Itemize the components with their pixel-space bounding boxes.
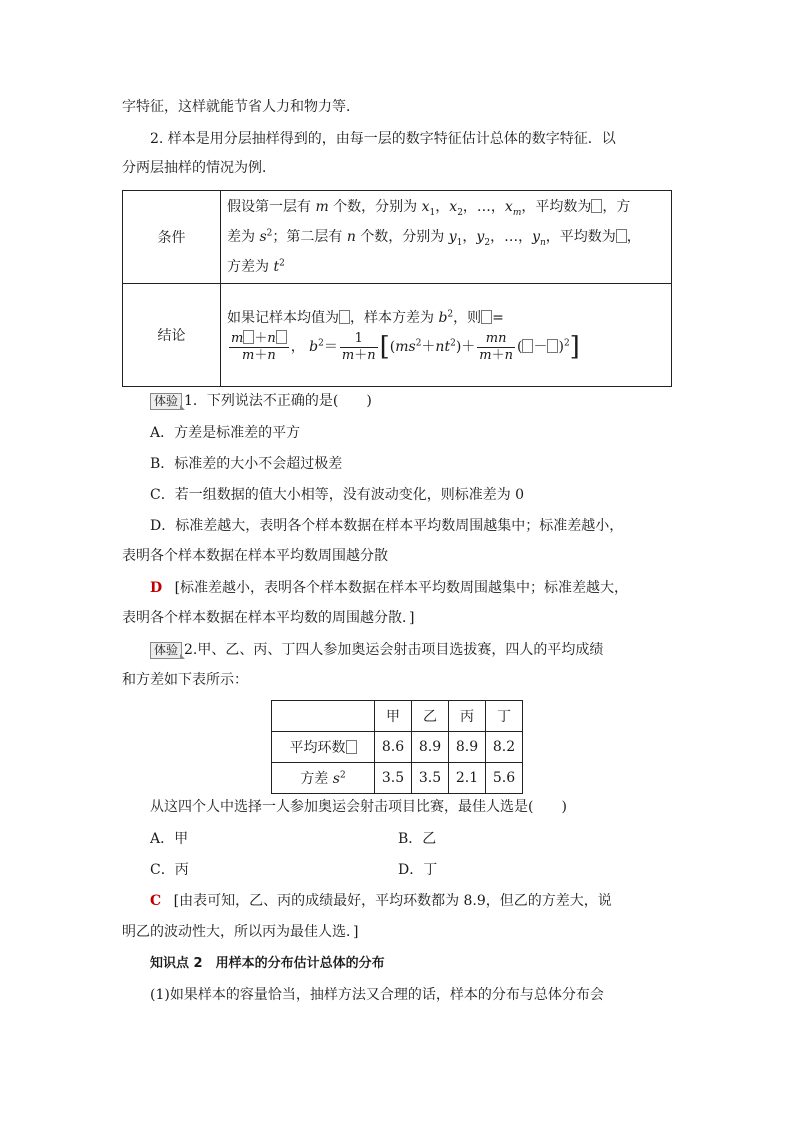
zbar-symbol bbox=[481, 310, 492, 324]
cond-text: 个数，分别为 bbox=[333, 199, 418, 215]
ybar-symbol bbox=[616, 229, 627, 243]
variance-coef-fraction: $\frac{1}{m+n}$ bbox=[341, 330, 376, 363]
q2-option-b: B．乙 bbox=[398, 831, 437, 847]
score-header: 甲 bbox=[375, 701, 412, 732]
conc-text: ，样本方差为 bbox=[350, 310, 434, 326]
q2-option-d: D．丁 bbox=[398, 862, 438, 878]
q2-question: 从这四个人中选择一人参加奥运会射击项目比赛，最佳人选是( ) bbox=[150, 799, 567, 815]
q2-option-c: C．丙 bbox=[150, 862, 189, 878]
kp2-line-1: (1)如果样本的容量恰当，抽样方法又合理的话，样本的分布与总体分布会 bbox=[150, 987, 604, 1003]
score-cell: 3.5 bbox=[412, 763, 449, 794]
q1-option-a: A．方差是标准差的平方 bbox=[150, 425, 301, 441]
score-header: 丁 bbox=[486, 701, 523, 732]
q2-stem-cont: 和方差如下表所示： bbox=[122, 672, 248, 688]
q2-answer-line bbox=[150, 891, 612, 911]
score-corner bbox=[272, 701, 375, 732]
q2-stem bbox=[150, 640, 603, 660]
conc-text: ，则 bbox=[453, 310, 482, 326]
q1-explain: [标准差越小，表明各个样本数据在样本平均数周围越集中；标准差越大， bbox=[174, 580, 629, 596]
q1-option-d-cont: 表明各个样本数据在样本平均数周围越分散 bbox=[122, 548, 388, 564]
xbar-symbol bbox=[591, 199, 602, 213]
condition-row bbox=[123, 191, 672, 284]
cond-text: ， bbox=[626, 229, 641, 245]
conclusion-row bbox=[123, 284, 672, 387]
q2-explain: [由表可知，乙、丙的成绩最好，平均环数都为 8.9，但乙的方差大，说 bbox=[173, 893, 612, 909]
stratified-sampling-table bbox=[122, 190, 672, 387]
cond-text: ，平均数为 bbox=[521, 199, 592, 215]
variance-cross-fraction: $\frac{mn}{m+n}$ bbox=[479, 330, 513, 363]
cond-text: ，平均数为 bbox=[545, 229, 616, 245]
conclusion-label: 结论 bbox=[123, 284, 221, 387]
q1-answer: D bbox=[150, 580, 163, 596]
q1-option-d: D．标准差越大，表明各个样本数据在样本平均数周围越集中；标准差越小， bbox=[150, 518, 624, 534]
q1-stem bbox=[150, 391, 372, 411]
q2-option-a: A．甲 bbox=[150, 831, 189, 847]
q1-answer-line bbox=[150, 578, 628, 598]
zbar-symbol bbox=[339, 310, 350, 324]
condition-content: 假设第一层有 m 个数，分别为 $x_1$，$x_2$，…，$x_m$，平均数为 ，方 差为 $s^2$；第二层有 n 个数，分别为 $y_1$，$y_2$，…，$y_n$，平均数为 ， 方差为 $t^2$ bbox=[221, 191, 672, 284]
score-mean-row bbox=[272, 732, 523, 763]
score-cell: 8.6 bbox=[375, 732, 412, 763]
q2-stem-text: 2.甲、乙、丙、丁四人参加奥运会射击项目选拔赛，四人的平均成绩 bbox=[184, 642, 604, 658]
score-header-row bbox=[272, 701, 523, 732]
formula: $\frac{m +n}{m+n}$ ， $b^2=$ $\frac{1}{m+n}$ [$(ms^2+nt^2)+$ $\frac{mn}{m+n}$ ( － )$^2$] bbox=[231, 330, 580, 363]
q1-tag: 体验 bbox=[150, 393, 182, 410]
q1-stem-text: 1．下列说法不正确的是( ) bbox=[184, 393, 372, 409]
cond-text: 个数，分别为 bbox=[360, 229, 445, 245]
q1-option-b: B．标准差的大小不会超过极差 bbox=[150, 456, 343, 472]
cond-text: 假设第一层有 bbox=[227, 199, 311, 215]
score-header: 乙 bbox=[412, 701, 449, 732]
score-cell: 8.9 bbox=[412, 732, 449, 763]
score-row-label: 平均环数 bbox=[272, 732, 375, 763]
q2-tag: 体验 bbox=[150, 642, 182, 659]
intro-line-3: 分两层抽样的情况为例． bbox=[122, 160, 276, 176]
condition-label: 条件 bbox=[123, 191, 221, 284]
cond-text: ，方 bbox=[602, 199, 631, 215]
cond-text: 方差为 bbox=[227, 259, 269, 275]
conclusion-content: 如果记样本均值为 ，样本方差为 $b^2$，则 = $\frac{m +n}{m+n}$ ， $b^2=$ $\frac{1}{m+n}$ [$(ms^2+nt^2)+$ $\frac{mn}{m+n}$ ( － )$^2$] bbox=[221, 284, 672, 387]
score-variance-row bbox=[272, 763, 523, 794]
score-cell: 5.6 bbox=[486, 763, 523, 794]
kp2-title: 知识点 2 用样本的分布估计总体的分布 bbox=[150, 956, 385, 971]
intro-line-2: 2. 样本是用分层抽样得到的，由每一层的数字特征估计总体的数字特征．以 bbox=[150, 131, 616, 147]
score-cell: 3.5 bbox=[375, 763, 412, 794]
intro-line-1: 字特征，这样就能节省人力和物力等． bbox=[122, 99, 360, 115]
q2-explain-cont: 明乙的波动性大，所以丙为最佳人选．] bbox=[122, 924, 359, 940]
score-cell: 2.1 bbox=[449, 763, 486, 794]
q1-explain-cont: 表明各个样本数据在样本平均数的周围越分散．] bbox=[122, 610, 415, 626]
mean-fraction: $\frac{m +n}{m+n}$ bbox=[229, 330, 289, 364]
score-table bbox=[271, 700, 523, 794]
conc-text: 如果记样本均值为 bbox=[227, 310, 339, 326]
conc-text: = bbox=[492, 310, 504, 326]
cond-text: ；第二层有 bbox=[272, 229, 343, 245]
q1-option-c: C．若一组数据的值大小相等，没有波动变化，则标准差为 0 bbox=[150, 487, 525, 503]
score-row-label: 方差 $s^2$ bbox=[272, 763, 375, 794]
q2-answer: C bbox=[150, 893, 162, 909]
score-cell: 8.2 bbox=[486, 732, 523, 763]
cond-text: 差为 bbox=[227, 229, 255, 245]
score-header: 丙 bbox=[449, 701, 486, 732]
score-cell: 8.9 bbox=[449, 732, 486, 763]
